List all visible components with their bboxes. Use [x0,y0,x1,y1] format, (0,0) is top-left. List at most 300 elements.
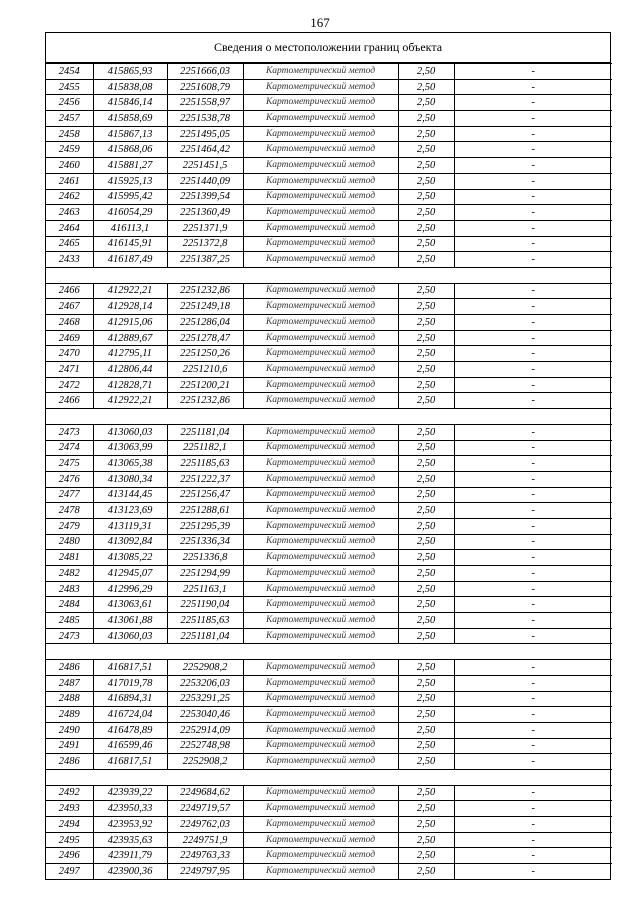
accuracy-cell: 2,50 [398,142,454,158]
method-cell: Картометрический метод [243,424,398,440]
accuracy-cell: 2,50 [398,817,454,833]
x-coordinate-cell: 415881,27 [93,158,167,174]
x-coordinate-cell: 415868,06 [93,142,167,158]
accuracy-cell: 2,50 [398,95,454,111]
description-cell: - [454,79,612,95]
y-coordinate-cell: 2252908,2 [167,660,243,676]
table-row [46,205,612,221]
accuracy-cell: 2,50 [398,550,454,566]
table-row [46,158,612,174]
accuracy-cell: 2,50 [398,471,454,487]
accuracy-cell: 2,50 [398,613,454,629]
description-cell: - [454,722,612,738]
table-row [46,597,612,613]
document-title: Сведения о местоположении границ объекта [46,33,610,63]
x-coordinate-cell: 412795,11 [93,346,167,362]
point-number-cell: 2491 [46,738,93,754]
x-coordinate-cell: 416817,51 [93,754,167,770]
table-row [46,377,612,393]
y-coordinate-cell: 2249751,9 [167,832,243,848]
point-number-cell: 2464 [46,220,93,236]
method-cell: Картометрический метод [243,848,398,864]
x-coordinate-cell: 415995,42 [93,189,167,205]
point-number-cell: 2459 [46,142,93,158]
method-cell: Картометрический метод [243,738,398,754]
method-cell: Картометрический метод [243,299,398,315]
description-cell: - [454,801,612,817]
method-cell: Картометрический метод [243,801,398,817]
y-coordinate-cell: 2251181,04 [167,424,243,440]
table-row [46,848,612,864]
x-coordinate-cell: 412996,29 [93,581,167,597]
x-coordinate-cell: 423935,63 [93,832,167,848]
y-coordinate-cell: 2251210,6 [167,362,243,378]
accuracy-cell: 2,50 [398,848,454,864]
x-coordinate-cell: 415858,69 [93,111,167,127]
y-coordinate-cell: 2253040,46 [167,707,243,723]
accuracy-cell: 2,50 [398,628,454,644]
y-coordinate-cell: 2252908,2 [167,754,243,770]
separator-cell [46,409,612,425]
accuracy-cell: 2,50 [398,64,454,80]
table-row [46,111,612,127]
y-coordinate-cell: 2249763,33 [167,848,243,864]
description-cell: - [454,283,612,299]
method-cell: Картометрический метод [243,628,398,644]
x-coordinate-cell: 413063,99 [93,440,167,456]
x-coordinate-cell: 413061,88 [93,613,167,629]
method-cell: Картометрический метод [243,503,398,519]
accuracy-cell: 2,50 [398,518,454,534]
x-coordinate-cell: 415925,13 [93,173,167,189]
point-number-cell: 2473 [46,628,93,644]
accuracy-cell: 2,50 [398,754,454,770]
point-number-cell: 2489 [46,707,93,723]
accuracy-cell: 2,50 [398,864,454,879]
method-cell: Картометрический метод [243,346,398,362]
method-cell: Картометрический метод [243,785,398,801]
point-number-cell: 2458 [46,126,93,142]
description-cell: - [454,864,612,879]
y-coordinate-cell: 2251278,47 [167,330,243,346]
description-cell: - [454,315,612,331]
accuracy-cell: 2,50 [398,377,454,393]
method-cell: Картометрический метод [243,111,398,127]
point-number-cell: 2463 [46,205,93,221]
point-number-cell: 2460 [46,158,93,174]
table-row [46,346,612,362]
x-coordinate-cell: 413085,22 [93,550,167,566]
x-coordinate-cell: 415865,93 [93,64,167,80]
point-number-cell: 2495 [46,832,93,848]
x-coordinate-cell: 416478,89 [93,722,167,738]
x-coordinate-cell: 423950,33 [93,801,167,817]
accuracy-cell: 2,50 [398,534,454,550]
accuracy-cell: 2,50 [398,722,454,738]
x-coordinate-cell: 423939,22 [93,785,167,801]
table-row [46,126,612,142]
table-row [46,142,612,158]
point-number-cell: 2494 [46,817,93,833]
table-row [46,456,612,472]
x-coordinate-cell: 416145,91 [93,236,167,252]
point-number-cell: 2492 [46,785,93,801]
description-cell: - [454,95,612,111]
y-coordinate-cell: 2251387,25 [167,252,243,268]
table-row [46,817,612,833]
point-number-cell: 2468 [46,315,93,331]
x-coordinate-cell: 413092,84 [93,534,167,550]
accuracy-cell: 2,50 [398,205,454,221]
separator-cell [46,267,612,283]
description-cell: - [454,832,612,848]
accuracy-cell: 2,50 [398,566,454,582]
table-row [46,550,612,566]
x-coordinate-cell: 412915,06 [93,315,167,331]
point-number-cell: 2454 [46,64,93,80]
description-cell: - [454,848,612,864]
table-row [46,801,612,817]
point-number-cell: 2471 [46,362,93,378]
accuracy-cell: 2,50 [398,330,454,346]
description-cell: - [454,220,612,236]
accuracy-cell: 2,50 [398,158,454,174]
method-cell: Картометрический метод [243,220,398,236]
method-cell: Картометрический метод [243,518,398,534]
y-coordinate-cell: 2251666,03 [167,64,243,80]
description-cell: - [454,471,612,487]
y-coordinate-cell: 2251200,21 [167,377,243,393]
accuracy-cell: 2,50 [398,581,454,597]
x-coordinate-cell: 413080,34 [93,471,167,487]
y-coordinate-cell: 2251538,78 [167,111,243,127]
point-number-cell: 2484 [46,597,93,613]
y-coordinate-cell: 2251232,86 [167,283,243,299]
accuracy-cell: 2,50 [398,675,454,691]
accuracy-cell: 2,50 [398,503,454,519]
table-row [46,581,612,597]
accuracy-cell: 2,50 [398,252,454,268]
description-cell: - [454,550,612,566]
x-coordinate-cell: 412922,21 [93,283,167,299]
accuracy-cell: 2,50 [398,707,454,723]
point-number-cell: 2456 [46,95,93,111]
page-number: 167 [310,15,330,30]
description-cell: - [454,173,612,189]
accuracy-cell: 2,50 [398,126,454,142]
point-number-cell: 2479 [46,518,93,534]
description-cell: - [454,456,612,472]
y-coordinate-cell: 2253291,25 [167,691,243,707]
point-number-cell: 2465 [46,236,93,252]
table-row [46,95,612,111]
description-cell: - [454,377,612,393]
accuracy-cell: 2,50 [398,456,454,472]
point-number-cell: 2490 [46,722,93,738]
y-coordinate-cell: 2251286,04 [167,315,243,331]
method-cell: Картометрический метод [243,613,398,629]
description-cell: - [454,738,612,754]
table-row [46,534,612,550]
y-coordinate-cell: 2253206,03 [167,675,243,691]
description-cell: - [454,252,612,268]
coordinates-table-body [46,64,612,879]
coordinates-table [46,63,612,879]
table-row [46,722,612,738]
table-row [46,628,612,644]
description-cell: - [454,64,612,80]
y-coordinate-cell: 2251295,39 [167,518,243,534]
table-row [46,424,612,440]
x-coordinate-cell: 423900,36 [93,864,167,879]
point-number-cell: 2483 [46,581,93,597]
x-coordinate-cell: 412806,44 [93,362,167,378]
description-cell: - [454,393,612,409]
section-separator-row [46,409,612,425]
y-coordinate-cell: 2251185,63 [167,613,243,629]
x-coordinate-cell: 412928,14 [93,299,167,315]
y-coordinate-cell: 2251185,63 [167,456,243,472]
point-number-cell: 2486 [46,754,93,770]
table-row [46,330,612,346]
y-coordinate-cell: 2252748,98 [167,738,243,754]
x-coordinate-cell: 412889,67 [93,330,167,346]
method-cell: Картометрический метод [243,597,398,613]
method-cell: Картометрический метод [243,189,398,205]
y-coordinate-cell: 2251163,1 [167,581,243,597]
accuracy-cell: 2,50 [398,189,454,205]
accuracy-cell: 2,50 [398,79,454,95]
method-cell: Картометрический метод [243,722,398,738]
accuracy-cell: 2,50 [398,440,454,456]
point-number-cell: 2480 [46,534,93,550]
table-row [46,754,612,770]
description-cell: - [454,503,612,519]
x-coordinate-cell: 413063,61 [93,597,167,613]
accuracy-cell: 2,50 [398,738,454,754]
method-cell: Картометрический метод [243,393,398,409]
x-coordinate-cell: 416187,49 [93,252,167,268]
description-cell: - [454,581,612,597]
x-coordinate-cell: 413144,45 [93,487,167,503]
point-number-cell: 2474 [46,440,93,456]
table-row [46,299,612,315]
y-coordinate-cell: 2251182,1 [167,440,243,456]
table-row [46,173,612,189]
x-coordinate-cell: 415867,13 [93,126,167,142]
description-cell: - [454,205,612,221]
table-row [46,236,612,252]
description-cell: - [454,330,612,346]
table-row [46,487,612,503]
point-number-cell: 2482 [46,566,93,582]
point-number-cell: 2469 [46,330,93,346]
table-row [46,283,612,299]
y-coordinate-cell: 2251372,8 [167,236,243,252]
table-row [46,785,612,801]
method-cell: Картометрический метод [243,832,398,848]
section-separator-row [46,644,612,660]
description-cell: - [454,675,612,691]
description-cell: - [454,613,612,629]
description-cell: - [454,424,612,440]
method-cell: Картометрический метод [243,471,398,487]
method-cell: Картометрический метод [243,79,398,95]
x-coordinate-cell: 415846,14 [93,95,167,111]
method-cell: Картометрический метод [243,205,398,221]
y-coordinate-cell: 2251181,04 [167,628,243,644]
y-coordinate-cell: 2251294,99 [167,566,243,582]
method-cell: Картометрический метод [243,95,398,111]
point-number-cell: 2481 [46,550,93,566]
point-number-cell: 2486 [46,660,93,676]
point-number-cell: 2487 [46,675,93,691]
description-cell: - [454,566,612,582]
method-cell: Картометрический метод [243,440,398,456]
x-coordinate-cell: 412828,71 [93,377,167,393]
description-cell: - [454,628,612,644]
accuracy-cell: 2,50 [398,691,454,707]
y-coordinate-cell: 2251371,9 [167,220,243,236]
y-coordinate-cell: 2249797,95 [167,864,243,879]
table-row [46,864,612,879]
method-cell: Картометрический метод [243,691,398,707]
description-cell: - [454,754,612,770]
table-row [46,189,612,205]
point-number-cell: 2473 [46,424,93,440]
description-cell: - [454,362,612,378]
y-coordinate-cell: 2251451,5 [167,158,243,174]
point-number-cell: 2476 [46,471,93,487]
y-coordinate-cell: 2251250,26 [167,346,243,362]
x-coordinate-cell: 413060,03 [93,628,167,644]
table-row [46,440,612,456]
table-row [46,252,612,268]
x-coordinate-cell: 423953,92 [93,817,167,833]
point-number-cell: 2466 [46,283,93,299]
y-coordinate-cell: 2251256,47 [167,487,243,503]
coordinates-document [45,32,611,880]
table-row [46,566,612,582]
x-coordinate-cell: 416599,46 [93,738,167,754]
accuracy-cell: 2,50 [398,801,454,817]
point-number-cell: 2470 [46,346,93,362]
accuracy-cell: 2,50 [398,220,454,236]
y-coordinate-cell: 2252914,09 [167,722,243,738]
point-number-cell: 2485 [46,613,93,629]
description-cell: - [454,346,612,362]
y-coordinate-cell: 2251232,86 [167,393,243,409]
method-cell: Картометрический метод [243,754,398,770]
table-row [46,315,612,331]
y-coordinate-cell: 2249719,57 [167,801,243,817]
table-row [46,738,612,754]
method-cell: Картометрический метод [243,330,398,346]
accuracy-cell: 2,50 [398,111,454,127]
x-coordinate-cell: 416054,29 [93,205,167,221]
y-coordinate-cell: 2251222,37 [167,471,243,487]
accuracy-cell: 2,50 [398,660,454,676]
accuracy-cell: 2,50 [398,597,454,613]
x-coordinate-cell: 413060,03 [93,424,167,440]
y-coordinate-cell: 2251360,49 [167,205,243,221]
description-cell: - [454,707,612,723]
point-number-cell: 2455 [46,79,93,95]
table-row [46,79,612,95]
y-coordinate-cell: 2251495,05 [167,126,243,142]
section-separator-row [46,267,612,283]
description-cell: - [454,817,612,833]
point-number-cell: 2475 [46,456,93,472]
description-cell: - [454,487,612,503]
table-row [46,691,612,707]
description-cell: - [454,236,612,252]
description-cell: - [454,518,612,534]
method-cell: Картометрический метод [243,64,398,80]
method-cell: Картометрический метод [243,236,398,252]
y-coordinate-cell: 2251190,04 [167,597,243,613]
accuracy-cell: 2,50 [398,785,454,801]
description-cell: - [454,534,612,550]
method-cell: Картометрический метод [243,550,398,566]
y-coordinate-cell: 2251608,79 [167,79,243,95]
method-cell: Картометрический метод [243,362,398,378]
description-cell: - [454,691,612,707]
accuracy-cell: 2,50 [398,424,454,440]
table-row [46,64,612,80]
separator-cell [46,769,612,785]
method-cell: Картометрический метод [243,142,398,158]
x-coordinate-cell: 416113,1 [93,220,167,236]
description-cell: - [454,142,612,158]
table-row [46,518,612,534]
method-cell: Картометрический метод [243,707,398,723]
point-number-cell: 2461 [46,173,93,189]
method-cell: Картометрический метод [243,158,398,174]
table-row [46,613,612,629]
method-cell: Картометрический метод [243,252,398,268]
method-cell: Картометрический метод [243,126,398,142]
point-number-cell: 2466 [46,393,93,409]
method-cell: Картометрический метод [243,675,398,691]
section-separator-row [46,769,612,785]
accuracy-cell: 2,50 [398,315,454,331]
table-row [46,471,612,487]
method-cell: Картометрический метод [243,283,398,299]
y-coordinate-cell: 2251336,8 [167,550,243,566]
separator-cell [46,644,612,660]
y-coordinate-cell: 2249762,03 [167,817,243,833]
accuracy-cell: 2,50 [398,487,454,503]
y-coordinate-cell: 2249684,62 [167,785,243,801]
y-coordinate-cell: 2251288,61 [167,503,243,519]
x-coordinate-cell: 416724,04 [93,707,167,723]
x-coordinate-cell: 413123,69 [93,503,167,519]
table-row [46,362,612,378]
description-cell: - [454,299,612,315]
point-number-cell: 2493 [46,801,93,817]
description-cell: - [454,597,612,613]
accuracy-cell: 2,50 [398,362,454,378]
accuracy-cell: 2,50 [398,346,454,362]
table-row [46,393,612,409]
accuracy-cell: 2,50 [398,173,454,189]
accuracy-cell: 2,50 [398,299,454,315]
point-number-cell: 2497 [46,864,93,879]
table-row [46,660,612,676]
point-number-cell: 2462 [46,189,93,205]
point-number-cell: 2478 [46,503,93,519]
